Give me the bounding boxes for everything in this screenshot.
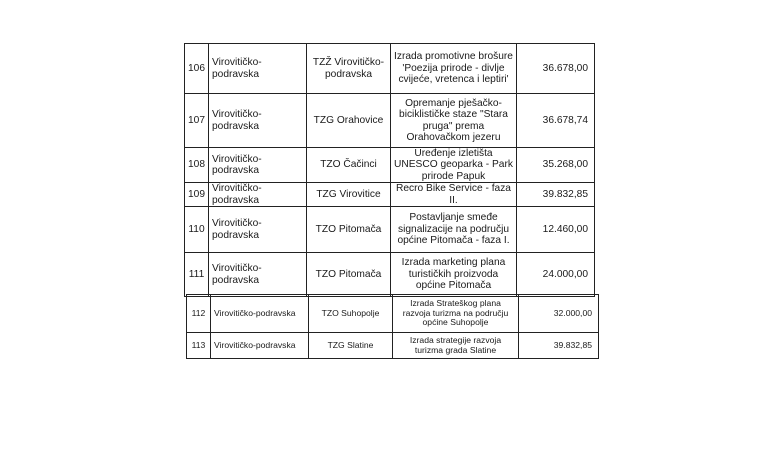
county-cell: Virovitičko-podravska	[211, 333, 309, 359]
county-cell: Virovitičko-podravska	[209, 207, 307, 253]
amount-cell: 39.832,85	[517, 183, 595, 207]
amount-cell: 32.000,00	[519, 295, 599, 333]
organization-cell: TZG Slatine	[309, 333, 393, 359]
table-row	[185, 183, 595, 207]
projects-table-bottom	[186, 294, 599, 359]
organization-cell: TZO Pitomača	[307, 207, 391, 253]
organization-cell: TZG Orahovice	[307, 94, 391, 148]
county-cell: Virovitičko-podravska	[211, 295, 309, 333]
project-cell: Izrada promotivne brošure 'Poezija prirode - divlje cvijeće, vretenca i leptiri'	[391, 44, 517, 94]
row-number: 108	[185, 148, 209, 183]
project-cell: Izrada Strateškog plana razvoja turizma na području općine Suhopolje	[393, 295, 519, 333]
row-number: 106	[185, 44, 209, 94]
row-number: 112	[187, 295, 211, 333]
county-cell: Virovitičko-podravska	[209, 148, 307, 183]
row-number: 110	[185, 207, 209, 253]
project-cell: Izrada marketing plana turističkih proizvoda općine Pitomača	[391, 253, 517, 297]
row-number: 107	[185, 94, 209, 148]
amount-cell: 39.832,85	[519, 333, 599, 359]
table-row	[185, 94, 595, 148]
county-cell: Virovitičko-podravska	[209, 183, 307, 207]
county-cell: Virovitičko-podravska	[209, 44, 307, 94]
project-cell: Izrada strategije razvoja turizma grada Slatine	[393, 333, 519, 359]
table-row	[187, 333, 599, 359]
projects-table-top	[184, 43, 595, 297]
county-cell: Virovitičko-podravska	[209, 253, 307, 297]
amount-cell: 35.268,00	[517, 148, 595, 183]
table-row	[185, 148, 595, 183]
project-cell: Opremanje pješačko-biciklističke staze "Stara pruga" prema Orahovačkom jezeru	[391, 94, 517, 148]
row-number: 111	[185, 253, 209, 297]
amount-cell: 24.000,00	[517, 253, 595, 297]
table-row	[185, 253, 595, 297]
row-number: 113	[187, 333, 211, 359]
organization-cell: TZG Virovitice	[307, 183, 391, 207]
amount-cell: 36.678,74	[517, 94, 595, 148]
project-cell: Uređenje izletišta UNESCO geoparka - Park prirode Papuk	[391, 148, 517, 183]
project-cell: Recro Bike Service - faza II.	[391, 183, 517, 207]
county-cell: Virovitičko-podravska	[209, 94, 307, 148]
table-row	[185, 207, 595, 253]
row-number: 109	[185, 183, 209, 207]
organization-cell: TZO Pitomača	[307, 253, 391, 297]
organization-cell: TZO Čačinci	[307, 148, 391, 183]
table-row	[185, 44, 595, 94]
organization-cell: TZŽ Virovitičko-podravska	[307, 44, 391, 94]
table-row	[187, 295, 599, 333]
project-cell: Postavljanje smeđe signalizacije na području općine Pitomača - faza I.	[391, 207, 517, 253]
amount-cell: 36.678,00	[517, 44, 595, 94]
amount-cell: 12.460,00	[517, 207, 595, 253]
organization-cell: TZO Suhopolje	[309, 295, 393, 333]
